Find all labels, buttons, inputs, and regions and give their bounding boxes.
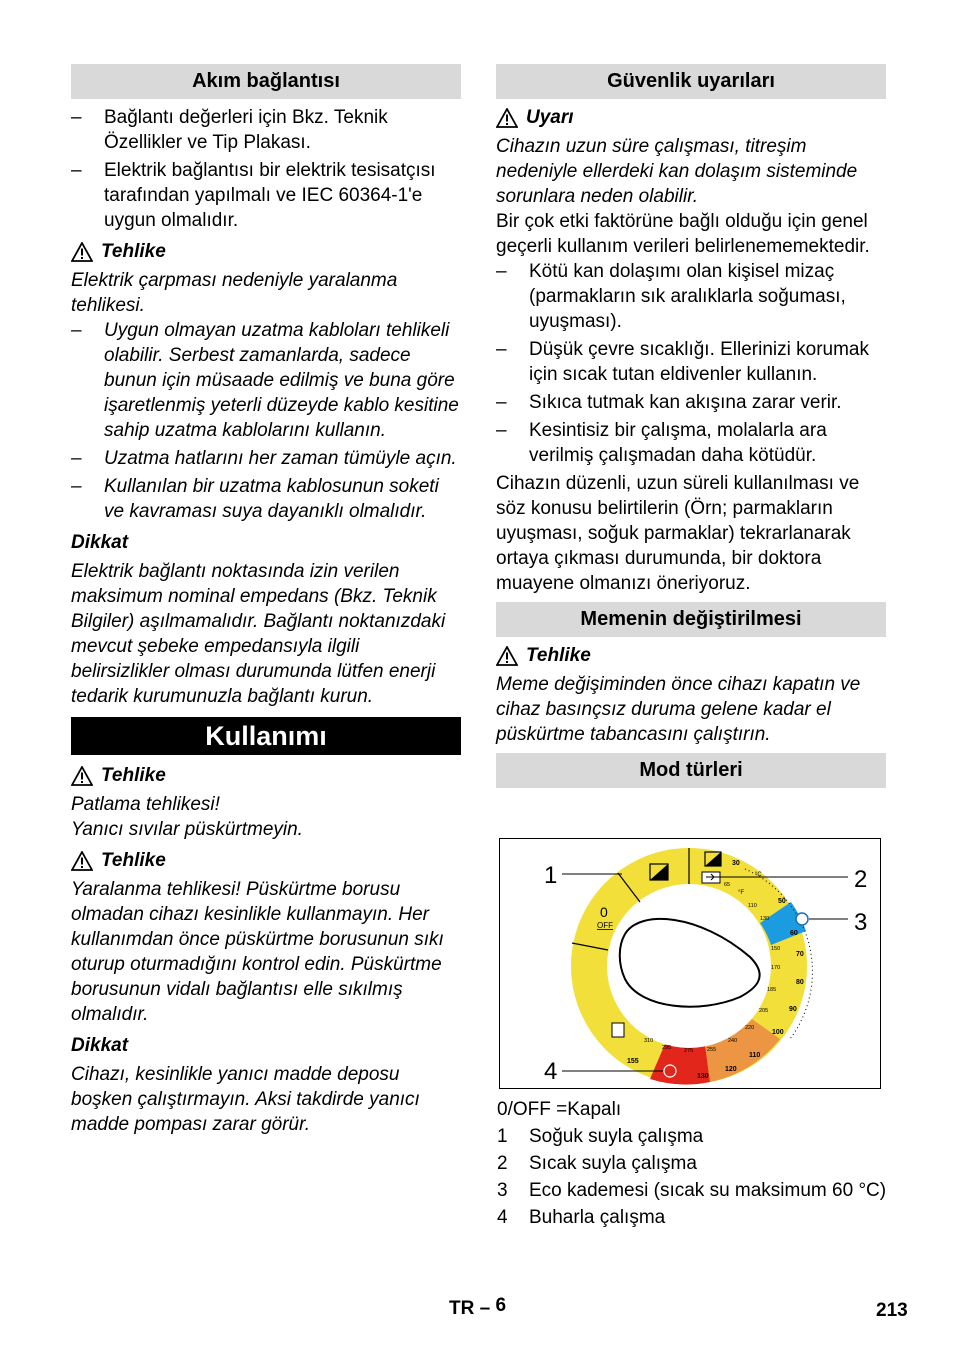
danger-heading: Tehlike: [71, 763, 461, 788]
scale-label: 220: [745, 1025, 755, 1031]
danger-text: Elektrik çarpması nedeniyle yaralanma tehlikesi.: [71, 270, 398, 316]
paragraph: Bir çok etki faktörüne bağlı olduğu için genel geçerli kullanım verileri belirlenememektedir.: [496, 211, 870, 257]
scale-label: 185: [767, 987, 777, 993]
list-item: – Sıkıca tutmak kan akışına zarar verir.: [496, 392, 842, 413]
steam-icon: [664, 1065, 676, 1077]
section-header-nozzle: Memenin değiştirilmesi: [496, 602, 886, 637]
scale-label: 65: [724, 882, 731, 888]
list-item: – Uzatma hatlarını her zaman tümüyle açın.: [71, 448, 457, 469]
warning-triangle-icon: [71, 851, 93, 871]
mode-row: 1 Soğuk suyla çalışma: [497, 1126, 704, 1147]
detergent-icon: [612, 1023, 624, 1037]
warning-triangle-icon: [71, 242, 93, 262]
caution-text: Cihazı, kesinlikle yanıcı madde deposu boşken çalıştırmayın. Aksi takdirde yanıcı madde pompası zarar görür.: [71, 1064, 420, 1135]
scale-label: 120: [725, 1066, 737, 1073]
page-number: 213: [876, 1300, 908, 1321]
footer-language-page: TR – 6: [449, 1295, 507, 1319]
list-item: – Elektrik bağlantısı bir elektrik tesisatçısı tarafından yapılmalı ve IEC 60364-1'e uygun olmalıdır.: [71, 160, 436, 231]
scale-label: 205: [759, 1008, 769, 1014]
paragraph: Cihazın düzenli, uzun süreli kullanılması ve söz konusu belirtilerin (Örn; parmakların uyuşması, soğuk parmaklar) tekrarlanarak ortaya çıkması durumunda, bir doktora muayene olmanızı öneriyoruz.: [496, 473, 860, 594]
list-item: – Kullanılan bir uzatma kablosunun soketi ve kavraması suya dayanıklı olmalıdır.: [71, 476, 439, 522]
list-item: – Bağlantı değerleri için Bkz. Teknik Özellikler ve Tip Plakası.: [71, 107, 388, 153]
scale-label: 110: [749, 1052, 761, 1059]
caution-heading: Dikkat: [71, 532, 129, 553]
danger-heading: Tehlike: [71, 848, 461, 873]
mode-row: 3 Eco kademesi (sıcak su maksimum 60 °C): [497, 1180, 887, 1201]
section-header-usage: Kullanımı: [71, 717, 461, 755]
danger-text: Meme değişiminden önce cihazı kapatın ve cihaz basınçsız duruma gelene kadar el püskürtme tabancasını çalıştırın.: [496, 674, 861, 745]
scale-label: 60: [790, 930, 798, 937]
list-item: – Kötü kan dolaşımı olan kişisel mizaç (parmakların sık aralıklarla soğuması, uyuşması).: [496, 261, 846, 332]
section-header-modes: Mod türleri: [496, 753, 886, 788]
warning-triangle-icon: [496, 108, 518, 128]
caution-text: Elektrik bağlantı noktasında izin verilen maksimum nominal empedans (Bkz. Teknik Bilgiler) aşılmamalıdır. Bağlantı noktanızdaki mevcut şebeke empedansıyla ilgili belirsizlikler olması durumunda lütfen enerji tedarik kurumunuzla bağlantı kurun.: [71, 561, 446, 707]
left-column: [71, 64, 461, 1137]
section-header-safety: Güvenlik uyarıları: [496, 64, 886, 99]
scale-label: 30: [732, 860, 740, 867]
scale-label: 110: [748, 903, 757, 909]
scale-label: 170: [771, 965, 781, 971]
warning-heading: Uyarı: [496, 105, 886, 130]
scale-label: 90: [789, 1006, 797, 1013]
danger-text: Yanıcı sıvılar püskürtmeyin.: [71, 819, 303, 840]
danger-text: Patlama tehlikesi!: [71, 794, 220, 815]
scale-label: 240: [728, 1038, 738, 1044]
list-item: – Kesintisiz bir çalışma, molalarla ara verilmiş çalışmadan daha kötüdür.: [496, 420, 827, 466]
scale-label: 310: [644, 1038, 654, 1044]
scale-label: 80: [796, 979, 804, 986]
scale-label: 150: [771, 946, 781, 952]
scale-label: 130: [760, 916, 770, 922]
mode-row: 2 Sıcak suyla çalışma: [497, 1153, 697, 1174]
warning-triangle-icon: [496, 646, 518, 666]
scale-label: 295: [662, 1045, 672, 1051]
mode-row: 4 Buharla çalışma: [497, 1207, 666, 1228]
danger-heading: Tehlike: [496, 643, 886, 668]
mode-dial-figure: [499, 838, 881, 1089]
callout-3: 3: [854, 909, 868, 936]
danger-heading: Tehlike: [71, 239, 461, 264]
scale-label: 255: [707, 1047, 717, 1053]
warning-text: Cihazın uzun süre çalışması, titreşim nedeniyle ellerdeki kan dolaşım sisteminde sorunlara neden olabilir.: [496, 136, 858, 207]
right-column: [496, 64, 886, 794]
fahrenheit-label: °F: [738, 890, 745, 896]
callout-4: 4: [544, 1058, 558, 1085]
scale-label: 275: [684, 1048, 694, 1054]
list-item: – Uygun olmayan uzatma kabloları tehlikeli olabilir. Serbest zamanlarda, sadece bunun için müsaade edilmiş ve buna göre işaretlenmiş yeterli düzeyde kablo kesitine sahip uzatma kablolarını kullanın.: [71, 320, 459, 441]
caution-heading: Dikkat: [71, 1035, 129, 1056]
mode-dial-svg: [500, 839, 880, 1088]
scale-label: 50: [778, 898, 786, 905]
section-header-power: Akım bağlantısı: [71, 64, 461, 99]
mode-list: [497, 1097, 887, 1232]
callout-2: 2: [854, 866, 868, 893]
off-zero-label: 0: [600, 904, 608, 920]
danger-text: Yaralanma tehlikesi! Püskürtme borusu olmadan cihazı kesinlikle kullanmayın. Her kullanımdan önce püskürtme borusunun sıkı oturup oturmadığını kontrol edin. Püskürtme borusunun vidalı bağlantısı elle sıkılmış olmalıdır.: [71, 879, 444, 1025]
scale-label: 130: [697, 1073, 709, 1080]
warning-triangle-icon: [71, 766, 93, 786]
eco-icon: [796, 913, 808, 925]
celsius-label: °C: [755, 872, 762, 878]
scale-label: 100: [772, 1029, 784, 1036]
scale-label: 70: [796, 951, 804, 958]
mode-row-off: 0/OFF =Kapalı: [497, 1099, 622, 1120]
callout-1: 1: [544, 862, 558, 889]
off-label: OFF: [597, 921, 613, 930]
scale-label: 155: [627, 1058, 639, 1065]
list-item: – Düşük çevre sıcaklığı. Ellerinizi korumak için sıcak tutan eldivenler kullanın.: [496, 339, 869, 385]
